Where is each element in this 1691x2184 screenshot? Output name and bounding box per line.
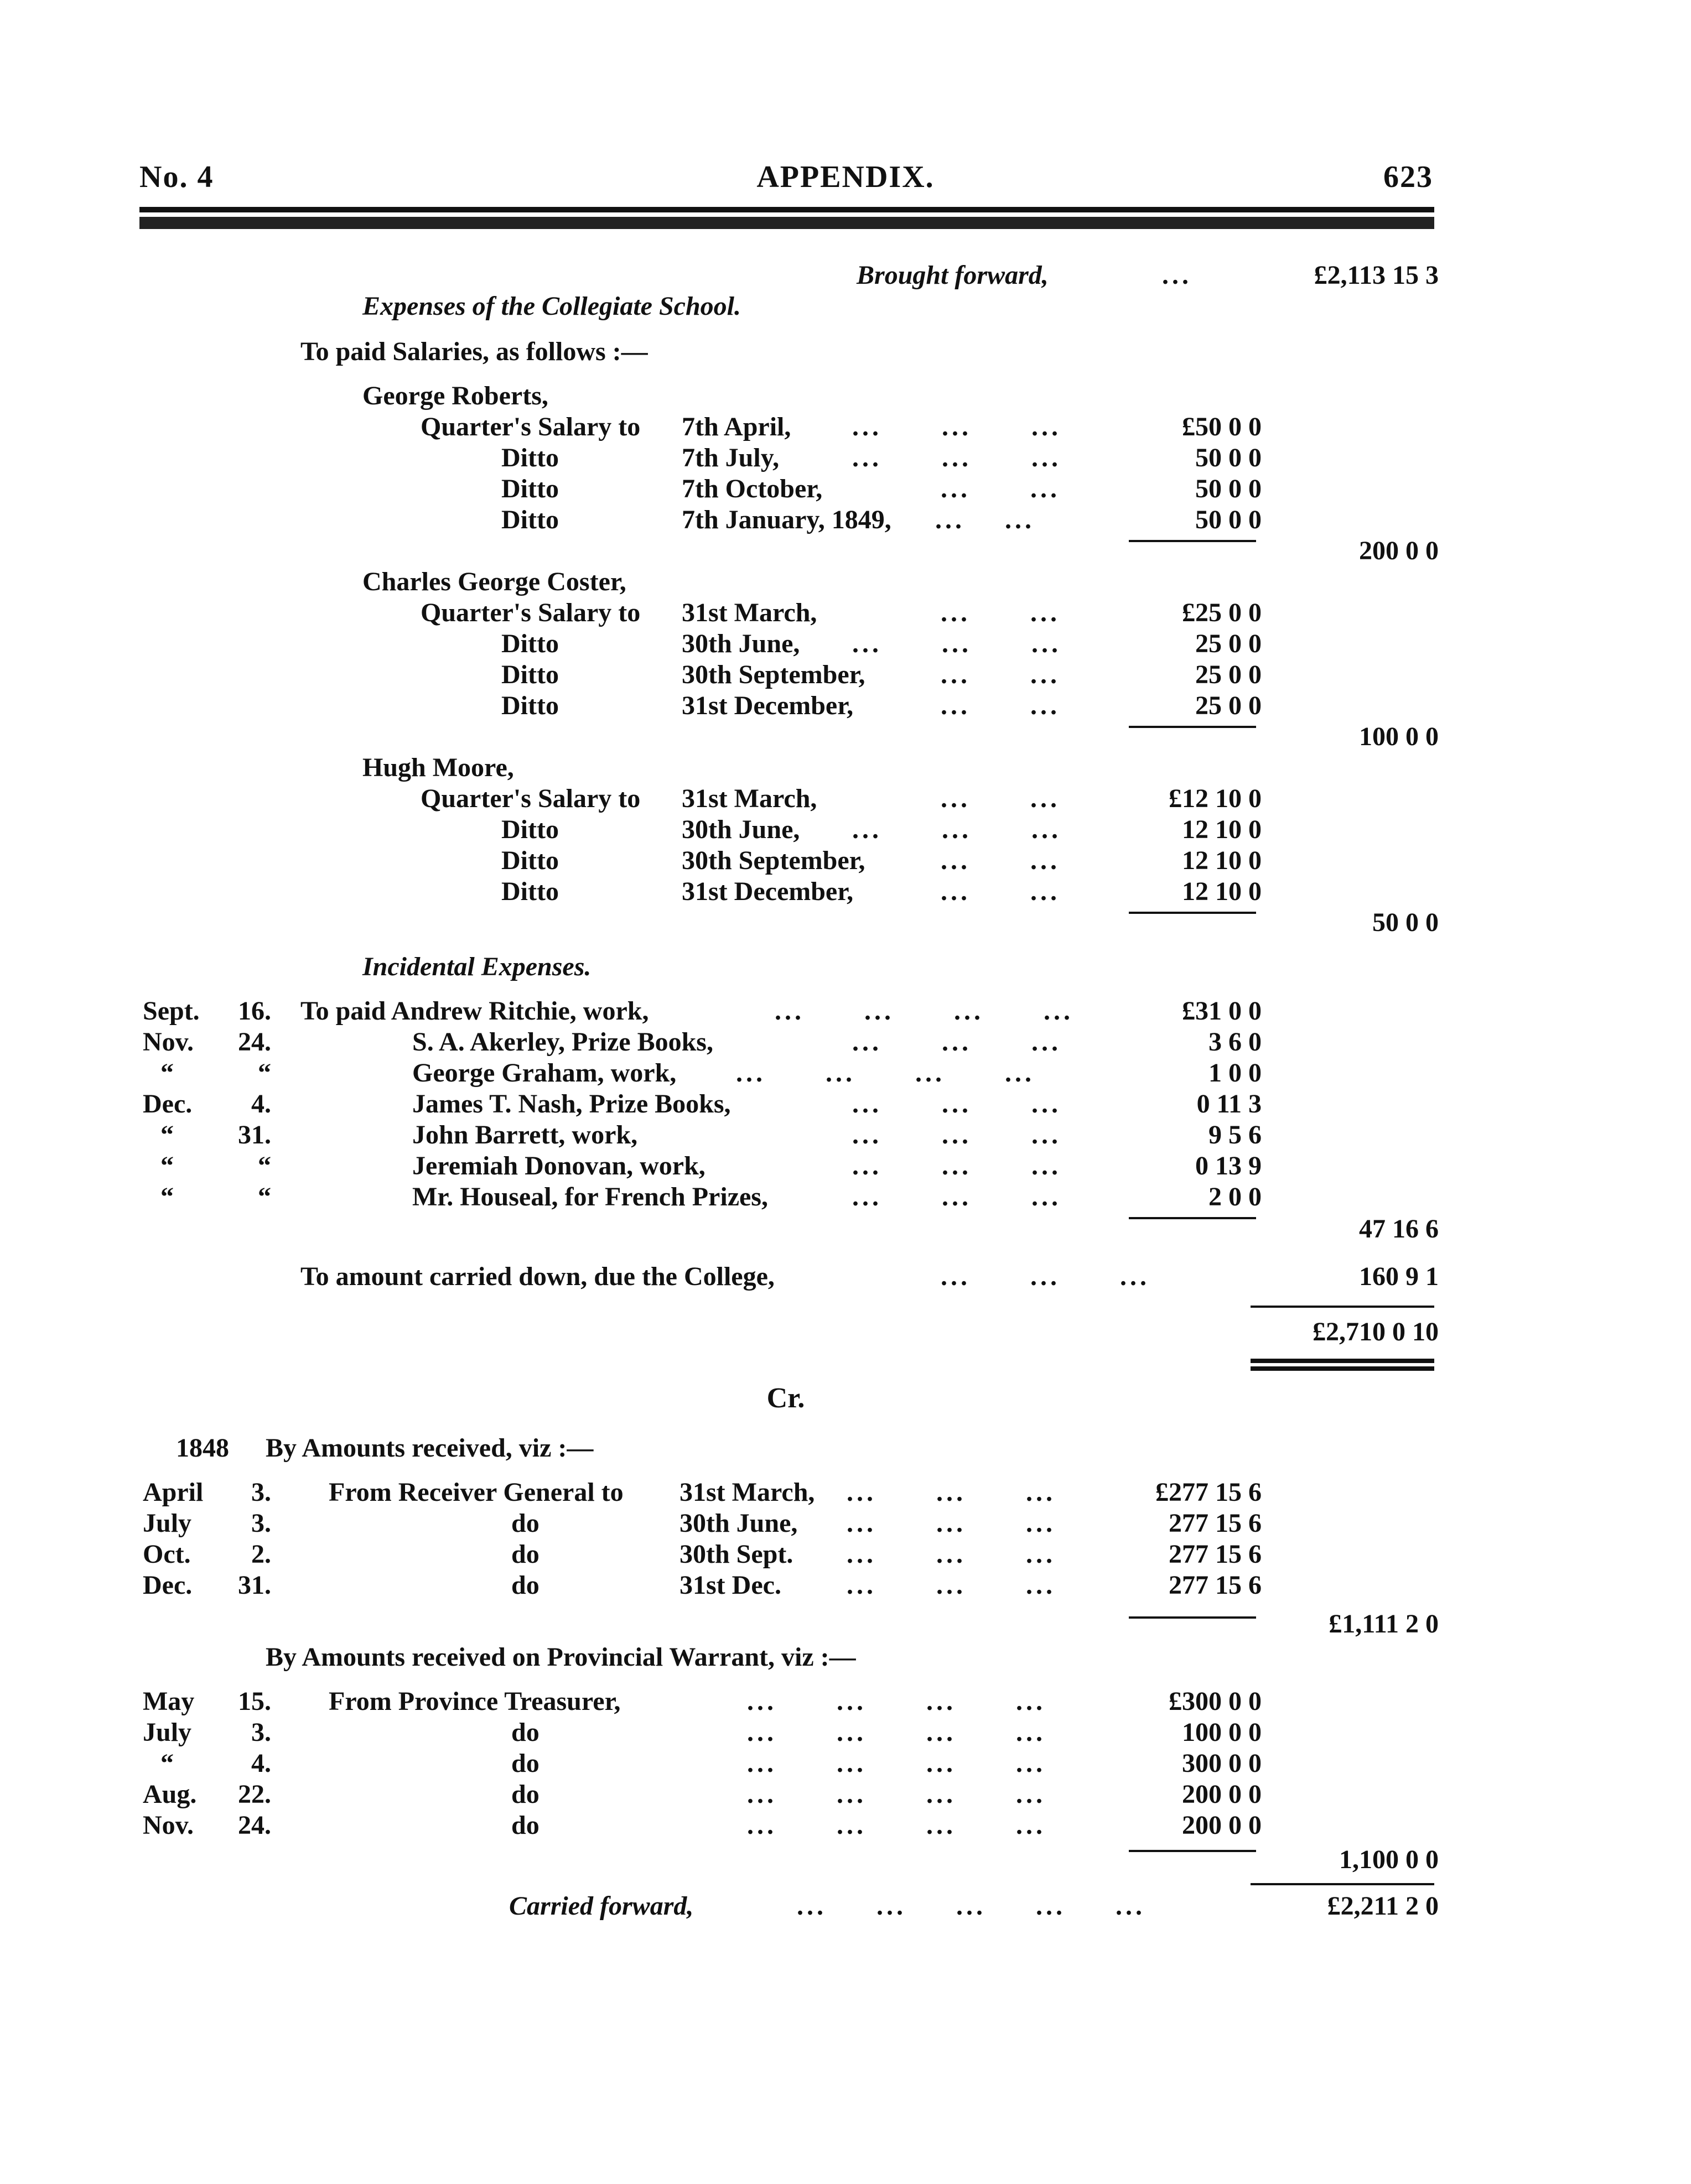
header-title: APPENDIX. <box>756 160 935 194</box>
leader-dots: ... ... ... ... <box>747 1749 1046 1778</box>
leader-dots: ... ... ... <box>852 1027 1061 1057</box>
entry-day: 4. <box>251 1089 271 1119</box>
carried-down-label: To amount carried down, due the College, <box>300 1262 775 1291</box>
entry-amount: 0 13 9 <box>1195 1151 1262 1181</box>
leader-dots: ... ... ... <box>852 1151 1061 1181</box>
entry-day: 16. <box>238 996 271 1026</box>
entry-month: July <box>143 1509 192 1538</box>
staff-total: 100 0 0 <box>1359 722 1439 751</box>
receiver-total: £1,111 2 0 <box>1329 1609 1439 1639</box>
entry-month: Nov. <box>143 1811 194 1840</box>
entry-date: 30th June, <box>679 1509 798 1538</box>
leader-dots: ... ... ... <box>852 815 1061 844</box>
salary-amount: 25 0 0 <box>1195 660 1262 689</box>
entry-day: 3. <box>251 1718 271 1747</box>
salary-date: 31st March, <box>682 784 817 813</box>
header-page-number: 623 <box>1383 160 1433 194</box>
salary-label: Quarter's Salary to <box>421 784 641 813</box>
salary-amount: 50 0 0 <box>1195 474 1262 503</box>
entry-description: From Province Treasurer, <box>329 1687 621 1716</box>
entry-amount: 200 0 0 <box>1182 1780 1262 1809</box>
salary-label: Ditto <box>501 629 559 658</box>
entry-month: Dec. <box>143 1571 193 1600</box>
entry-description: do <box>511 1811 540 1840</box>
salary-date: 30th June, <box>682 629 800 658</box>
leader-dots: ... ... ... <box>852 1089 1061 1119</box>
salary-date: 30th September, <box>682 846 865 875</box>
salary-label: Ditto <box>501 505 559 534</box>
leader-dots: ... ... ... <box>852 1182 1061 1211</box>
entry-day: 2. <box>251 1540 271 1569</box>
salary-label: Quarter's Salary to <box>421 598 641 627</box>
entry-amount: £31 0 0 <box>1182 996 1262 1026</box>
entry-day: 4. <box>251 1749 271 1778</box>
entry-amount: 100 0 0 <box>1182 1718 1262 1747</box>
total-rule <box>1251 1306 1434 1308</box>
entry-description: do <box>511 1509 540 1538</box>
entry-description: S. A. Akerley, Prize Books, <box>412 1027 713 1057</box>
entry-date: 31st March, <box>679 1478 815 1507</box>
credit-year: 1848 <box>176 1433 229 1463</box>
entry-month: “ <box>160 1151 174 1181</box>
staff-total: 50 0 0 <box>1372 908 1439 937</box>
leader-dots: ... ... ... <box>847 1540 1056 1569</box>
staff-name: Hugh Moore, <box>362 753 514 782</box>
grand-total: £2,710 0 10 <box>1313 1317 1439 1346</box>
entry-day: 22. <box>238 1780 271 1809</box>
leader-dots: ... ... <box>941 474 1060 503</box>
salary-amount: 50 0 0 <box>1195 443 1262 472</box>
entry-day: 31. <box>238 1120 271 1150</box>
incidental-title: Incidental Expenses. <box>362 952 592 981</box>
entry-amount: 200 0 0 <box>1182 1811 1262 1840</box>
entry-day: 31. <box>238 1571 271 1600</box>
salary-label: Ditto <box>501 660 559 689</box>
leader-dots: ... ... <box>941 660 1060 689</box>
salary-date: 7th October, <box>682 474 823 503</box>
entry-day: “ <box>258 1058 271 1088</box>
double-rule-top <box>1251 1359 1434 1363</box>
entry-month: Nov. <box>143 1027 194 1057</box>
leader-dots: ... ... ... ... ... <box>797 1891 1145 1921</box>
entry-month: “ <box>160 1182 174 1211</box>
leader-dots: ... ... ... <box>847 1509 1056 1538</box>
credit-heading: Cr. <box>766 1382 805 1414</box>
salary-amount: £50 0 0 <box>1182 412 1262 441</box>
salary-label: Ditto <box>501 474 559 503</box>
salary-date: 31st March, <box>682 598 817 627</box>
entry-description: John Barrett, work, <box>412 1120 638 1150</box>
entry-description: do <box>511 1718 540 1747</box>
salary-date: 31st December, <box>682 691 854 720</box>
entry-amount: 1 0 0 <box>1208 1058 1262 1088</box>
leader-dots: ... ... <box>941 877 1060 906</box>
leader-dots: ... ... ... <box>847 1571 1056 1600</box>
leader-dots: ... ... ... <box>941 1262 1150 1291</box>
entry-month: “ <box>160 1058 174 1088</box>
header-number: No. 4 <box>139 160 214 194</box>
header-thick-rule <box>139 207 1434 212</box>
entry-day: “ <box>258 1182 271 1211</box>
carried-forward-label: Carried forward, <box>509 1891 694 1921</box>
staff-total: 200 0 0 <box>1359 536 1439 565</box>
salary-date: 7th April, <box>682 412 791 441</box>
entry-amount: 277 15 6 <box>1169 1571 1262 1600</box>
leader-dots: ... ... ... ... <box>747 1811 1046 1840</box>
entry-day: 3. <box>251 1509 271 1538</box>
provincial-intro: By Amounts received on Provincial Warrant, viz :— <box>266 1642 856 1672</box>
leader-dots: ... ... ... <box>852 629 1061 658</box>
salary-label: Ditto <box>501 691 559 720</box>
entry-amount: 9 5 6 <box>1208 1120 1262 1150</box>
entry-date: 31st Dec. <box>679 1571 781 1600</box>
leader-dots: ... <box>1162 261 1192 290</box>
entry-day: 15. <box>238 1687 271 1716</box>
entry-description: do <box>511 1540 540 1569</box>
salary-label: Ditto <box>501 877 559 906</box>
salary-amount: 12 10 0 <box>1182 815 1262 844</box>
leader-dots: ... ... ... <box>852 1120 1061 1150</box>
provincial-total: 1,100 0 0 <box>1339 1845 1439 1874</box>
staff-name: George Roberts, <box>362 381 548 410</box>
entry-amount: £300 0 0 <box>1169 1687 1262 1716</box>
entry-month: Sept. <box>143 996 200 1026</box>
salary-date: 30th September, <box>682 660 865 689</box>
double-rule-bottom <box>1251 1366 1434 1371</box>
entry-description: do <box>511 1571 540 1600</box>
leader-dots: ... ... <box>935 505 1035 534</box>
entry-amount: £277 15 6 <box>1155 1478 1262 1507</box>
carried-forward-amount: £2,211 2 0 <box>1327 1891 1439 1921</box>
entry-description: James T. Nash, Prize Books, <box>412 1089 731 1119</box>
entry-month: “ <box>160 1749 174 1778</box>
salary-label: Ditto <box>501 846 559 875</box>
entry-month: Dec. <box>143 1089 193 1119</box>
entry-description: do <box>511 1780 540 1809</box>
entry-amount: 277 15 6 <box>1169 1509 1262 1538</box>
salary-label: Ditto <box>501 443 559 472</box>
entry-amount: 0 11 3 <box>1196 1089 1262 1119</box>
entry-day: “ <box>258 1151 271 1181</box>
leader-dots: ... ... ... ... <box>736 1058 1035 1088</box>
brought-forward-label: Brought forward, <box>857 261 1049 290</box>
leader-dots: ... ... <box>941 691 1060 720</box>
salary-amount: £12 10 0 <box>1169 784 1262 813</box>
leader-dots: ... ... ... ... <box>747 1718 1046 1747</box>
entry-day: 3. <box>251 1478 271 1507</box>
school-title: Expenses of the Collegiate School. <box>362 292 741 321</box>
received-intro: By Amounts received, viz :— <box>266 1433 594 1463</box>
salary-date: 30th June, <box>682 815 800 844</box>
entry-month: Oct. <box>143 1540 191 1569</box>
entry-date: 30th Sept. <box>679 1540 793 1569</box>
brought-forward-amount: £2,113 15 3 <box>1314 261 1439 290</box>
entry-amount: 3 6 0 <box>1208 1027 1262 1057</box>
leader-dots: ... ... <box>941 784 1060 813</box>
leader-dots: ... ... ... ... <box>775 996 1073 1026</box>
entry-description: From Receiver General to <box>329 1478 624 1507</box>
incidental-total: 47 16 6 <box>1359 1214 1439 1244</box>
leader-dots: ... ... <box>941 598 1060 627</box>
carried-down-amount: 160 9 1 <box>1359 1262 1439 1291</box>
entry-amount: 2 0 0 <box>1208 1182 1262 1211</box>
leader-dots: ... ... ... <box>847 1478 1056 1507</box>
salary-amount: £25 0 0 <box>1182 598 1262 627</box>
entry-description: To paid Andrew Ritchie, work, <box>300 996 649 1026</box>
salary-date: 7th January, 1849, <box>682 505 891 534</box>
leader-dots: ... ... ... ... <box>747 1780 1046 1809</box>
salary-amount: 50 0 0 <box>1195 505 1262 534</box>
entry-description: Mr. Houseal, for French Prizes, <box>412 1182 768 1211</box>
salary-amount: 12 10 0 <box>1182 877 1262 906</box>
entry-day: 24. <box>238 1811 271 1840</box>
leader-dots: ... ... <box>941 846 1060 875</box>
salary-amount: 12 10 0 <box>1182 846 1262 875</box>
entry-description: George Graham, work, <box>412 1058 677 1088</box>
entry-month: July <box>143 1718 192 1747</box>
salary-amount: 25 0 0 <box>1195 629 1262 658</box>
staff-name: Charles George Coster, <box>362 567 626 596</box>
entry-amount: 277 15 6 <box>1169 1540 1262 1569</box>
salary-amount: 25 0 0 <box>1195 691 1262 720</box>
entry-description: Jeremiah Donovan, work, <box>412 1151 706 1181</box>
entry-month: Aug. <box>143 1780 197 1809</box>
salaries-intro: To paid Salaries, as follows :— <box>300 337 648 366</box>
leader-dots: ... ... ... ... <box>747 1687 1046 1716</box>
salary-label: Ditto <box>501 815 559 844</box>
entry-amount: 300 0 0 <box>1182 1749 1262 1778</box>
salary-date: 7th July, <box>682 443 780 472</box>
leader-dots: ... ... ... <box>852 443 1061 472</box>
header-thick-rule-2 <box>139 217 1434 229</box>
leader-dots: ... ... ... <box>852 412 1061 441</box>
total-rule <box>1251 1883 1434 1885</box>
entry-description: do <box>511 1749 540 1778</box>
salary-date: 31st December, <box>682 877 854 906</box>
entry-month: “ <box>160 1120 174 1150</box>
entry-month: April <box>143 1478 204 1507</box>
salary-label: Quarter's Salary to <box>421 412 641 441</box>
entry-month: May <box>143 1687 195 1716</box>
entry-day: 24. <box>238 1027 271 1057</box>
